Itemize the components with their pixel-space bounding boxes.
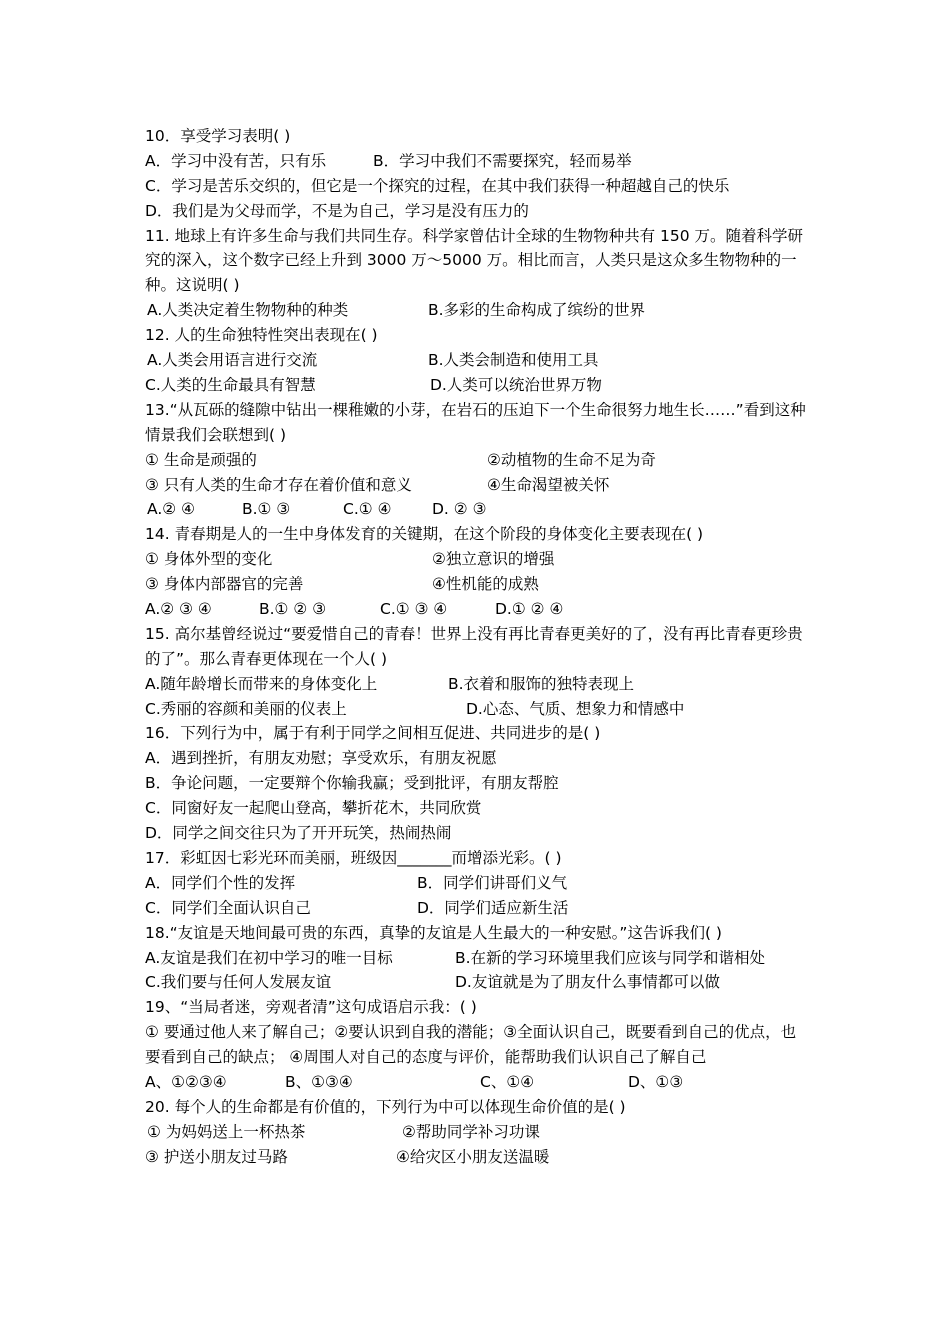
question-17-stem: 17．彩虹因七彩光环而美丽，班级因_______而增添光彩。( ) <box>145 848 562 867</box>
statement-2: ②帮助同学补习功课 <box>402 1122 540 1141</box>
statement-3: ③ 护送小朋友过马路 <box>145 1147 288 1166</box>
statement-1: ① 生命是顽强的 <box>145 450 257 469</box>
question-20-stem: 20. 每个人的生命都是有价值的，下列行为中可以体现生命价值的是( ) <box>145 1097 626 1116</box>
option-b: B.多彩的生命构成了缤纷的世界 <box>428 301 646 320</box>
question-11-options <box>145 298 810 323</box>
statement-2: ②动植物的生命不足为奇 <box>487 450 656 469</box>
question-13-stem: 13.“从瓦砾的缝隙中钻出一棵稚嫩的小芽，在岩石的压迫下一个生命很努力地生长……”看到这种情景我们会联想到( ) <box>145 400 806 444</box>
option-d: D.① ② ④ <box>495 600 564 618</box>
statement-2: ②独立意识的增强 <box>432 550 555 569</box>
question-list <box>145 124 810 1170</box>
option-c: C．同学们全面认识自己 <box>145 898 311 917</box>
question-13-statements-34 <box>145 473 810 498</box>
option-d: D．同学之间交往只为了开开玩笑，热闹热闹 <box>145 824 452 843</box>
question-16-stem: 16．下列行为中，属于有利于同学之间相互促进、共同进步的是( ) <box>145 724 601 743</box>
statement-3: ③ 身体内部器官的完善 <box>145 575 304 594</box>
option-b: B.① ② ③ <box>259 600 327 618</box>
option-c: C.秀丽的容颜和美丽的仪表上 <box>145 699 347 718</box>
question-19-statements: ① 要通过他人来了解自己；②要认识到自我的潜能；③全面认识自己，既要看到自己的优点，也要看到自己的缺点； ④周围人对自己的态度与评价，能帮助我们认识自己了解自己 <box>145 1023 797 1067</box>
question-20-statements-34 <box>145 1145 810 1170</box>
statement-4: ④生命渴望被关怀 <box>487 475 610 494</box>
statement-4: ④性机能的成熟 <box>432 575 539 594</box>
option-d: D.人类可以统治世界万物 <box>430 375 602 394</box>
option-d: D．同学们适应新生活 <box>417 898 569 917</box>
option-b: B.人类会制造和使用工具 <box>428 351 599 370</box>
option-a: A.② ③ ④ <box>145 600 212 618</box>
statement-3: ③ 只有人类的生命才存在着价值和意义 <box>145 475 412 494</box>
option-b: B．学习中我们不需要探究，轻而易举 <box>373 151 632 170</box>
option-b: B．同学们讲哥们义气 <box>417 873 568 892</box>
option-b: B.衣着和服饰的独特表现上 <box>448 674 635 693</box>
statement-1: ① 身体外型的变化 <box>145 550 273 569</box>
option-c: C.① ③ ④ <box>380 600 448 618</box>
question-15-options-ab <box>145 672 810 697</box>
option-a: A.人类会用语言进行交流 <box>147 351 318 370</box>
question-20-statements-12 <box>145 1120 810 1145</box>
question-12-options-ab <box>145 348 810 373</box>
option-a: A.随年龄增长而带来的身体变化上 <box>145 674 378 693</box>
question-14-statements-34 <box>145 572 810 597</box>
question-11-stem: 11. 地球上有许多生命与我们共同生存。科学家曾估计全球的生物物种共有 150 万。随着科学研究的深入，这个数字已经上升到 3000 万～5000 万。相比而言，人类只是这众多生物物种的一种。这说明( ) <box>145 226 804 295</box>
option-a: A．学习中没有苦，只有乐 <box>145 151 327 170</box>
question-14-options <box>145 597 810 622</box>
option-c: C．同窗好友一起爬山登高，攀折花木，共同欣赏 <box>145 799 482 818</box>
option-d: D. ② ③ <box>432 500 487 519</box>
option-b: B.① ③ <box>242 500 291 519</box>
question-13-options <box>145 497 810 522</box>
option-a: A.人类决定着生物物种的种类 <box>147 301 349 320</box>
question-10-options-ab <box>145 149 810 174</box>
option-c: C、①④ <box>480 1073 535 1091</box>
option-d: D、①③ <box>628 1073 684 1091</box>
question-15-options-cd <box>145 697 810 722</box>
question-14-statements-12 <box>145 547 810 572</box>
option-a: A．遇到挫折，有朋友劝慰；享受欢乐，有朋友祝愿 <box>145 749 497 768</box>
option-c: C.① ④ <box>343 500 392 519</box>
question-18-stem: 18.“友谊是天地间最可贵的东西，真挚的友谊是人生最大的一种安慰。”这告诉我们( ) <box>145 923 722 942</box>
question-18-options-ab <box>145 946 810 971</box>
question-17-options-cd <box>145 896 810 921</box>
option-b: B、①③④ <box>285 1073 353 1091</box>
question-10-stem: 10．享受学习表明( ) <box>145 127 291 145</box>
option-c: C.我们要与任何人发展友谊 <box>145 973 332 992</box>
option-a: A、①②③④ <box>145 1073 227 1091</box>
option-c: C．学习是苦乐交织的，但它是一个探究的过程，在其中我们获得一种超越自己的快乐 <box>145 176 730 195</box>
question-17-options-ab <box>145 871 810 896</box>
question-15-stem: 15. 高尔基曾经说过“要爱惜自己的青春！世界上没有再比青春更美好的了，没有再比青春更珍贵的了”。那么青春更体现在一个人( ) <box>145 624 803 668</box>
question-19-stem: 19、“当局者迷，旁观者清”这句成语启示我：( ) <box>145 998 477 1017</box>
statement-4: ④给灾区小朋友送温暖 <box>396 1147 550 1166</box>
question-13-statements-12 <box>145 448 810 473</box>
option-d: D.心态、气质、想象力和情感中 <box>466 699 685 718</box>
question-18-options-cd <box>145 970 810 995</box>
question-19-options <box>145 1070 810 1095</box>
question-12-stem: 12. 人的生命独特性突出表现在( ) <box>145 326 378 345</box>
option-a: A.友谊是我们在初中学习的唯一目标 <box>145 948 393 967</box>
question-12-options-cd <box>145 373 810 398</box>
option-d: D.友谊就是为了朋友什么事情都可以做 <box>455 973 720 992</box>
option-b: B．争论问题，一定要辩个你输我赢；受到批评，有朋友帮腔 <box>145 774 559 793</box>
option-c: C.人类的生命最具有智慧 <box>145 375 316 394</box>
statement-1: ① 为妈妈送上一杯热茶 <box>147 1122 306 1141</box>
option-a: A．同学们个性的发挥 <box>145 873 296 892</box>
question-14-stem: 14. 青春期是人的一生中身体发育的关键期，在这个阶段的身体变化主要表现在( ) <box>145 525 704 544</box>
option-a: A.② ④ <box>147 500 195 519</box>
option-d: D．我们是为父母而学，不是为自己，学习是没有压力的 <box>145 201 529 220</box>
option-b: B.在新的学习环境里我们应该与同学和谐相处 <box>455 948 766 967</box>
